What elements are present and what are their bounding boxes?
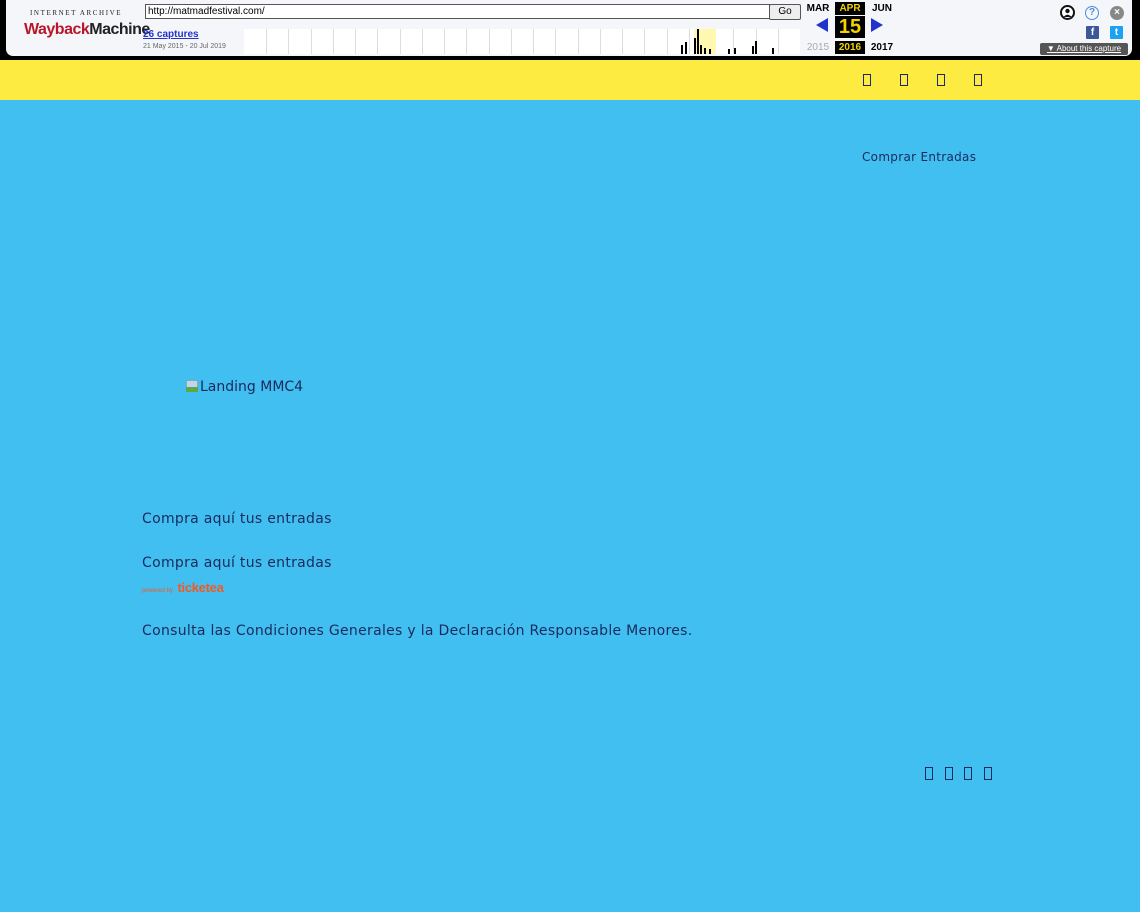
- sparkline-capture-tick: [755, 41, 757, 54]
- sparkline-month-divider: [511, 29, 512, 54]
- sparkline-month-divider: [311, 29, 312, 54]
- sparkline-month-divider: [377, 29, 378, 54]
- sparkline-month-divider: [489, 29, 490, 54]
- social-icon-1[interactable]: [863, 74, 871, 86]
- sparkline-capture-tick: [704, 48, 706, 54]
- wayback-logo-wordmark: [24, 19, 150, 41]
- close-icon[interactable]: ×: [1110, 6, 1124, 20]
- sparkline-month-divider: [778, 29, 779, 54]
- footer-social-icon-1[interactable]: [925, 767, 933, 780]
- sparkline-capture-tick: [681, 45, 683, 54]
- sparkline-month-divider: [333, 29, 334, 54]
- wayback-logo[interactable]: [24, 9, 150, 45]
- wayback-current-day: 15: [835, 16, 865, 38]
- wayback-url-input[interactable]: http://matmadfestival.com/: [145, 4, 770, 19]
- footer-social-icon-4[interactable]: [984, 767, 992, 780]
- sparkline-capture-tick: [728, 49, 730, 54]
- wayback-current-month: APR: [835, 2, 865, 15]
- sparkline-month-divider: [533, 29, 534, 54]
- twitter-share-icon[interactable]: t: [1110, 26, 1123, 39]
- sparkline-capture-tick: [772, 48, 774, 54]
- footer-social-icon-2[interactable]: [945, 767, 953, 780]
- user-account-icon[interactable]: [1060, 5, 1075, 20]
- wayback-logo-wayback: Wayback: [24, 21, 90, 38]
- wayback-prev-capture-arrow-icon[interactable]: [816, 18, 828, 32]
- wayback-prev-month[interactable]: MAR: [806, 3, 830, 14]
- wayback-next-capture-arrow-icon[interactable]: [871, 18, 883, 32]
- sparkline-capture-tick: [709, 49, 711, 54]
- ticketea-logo: ticketea: [177, 580, 224, 595]
- sparkline-month-divider: [689, 29, 690, 54]
- broken-image-icon: [186, 380, 198, 394]
- sparkline-month-divider: [266, 29, 267, 54]
- buy-tickets-cta-1[interactable]: Compra aquí tus entradas: [142, 511, 332, 527]
- wayback-toolbar: [0, 0, 1140, 60]
- sparkline-month-divider: [288, 29, 289, 54]
- sparkline-month-divider: [622, 29, 623, 54]
- buy-tickets-link[interactable]: Comprar Entradas: [862, 150, 977, 164]
- about-this-capture-button[interactable]: ▼ About this capture: [1040, 43, 1128, 55]
- wayback-next-month[interactable]: JUN: [871, 3, 892, 14]
- sparkline-month-divider: [444, 29, 445, 54]
- sparkline-capture-tick: [694, 38, 696, 54]
- sparkline-month-divider: [578, 29, 579, 54]
- wayback-next-year[interactable]: 2017: [870, 42, 894, 53]
- powered-by-ticketea[interactable]: [142, 579, 224, 597]
- landing-image-broken: [186, 379, 303, 395]
- footer-social-icon-3[interactable]: [964, 767, 972, 780]
- landing-image-alt-text: Landing MMC4: [200, 379, 304, 395]
- sparkline-month-divider: [667, 29, 668, 54]
- facebook-share-icon[interactable]: f: [1086, 26, 1099, 39]
- wayback-go-button[interactable]: Go: [769, 4, 801, 20]
- social-icon-2[interactable]: [900, 74, 908, 86]
- wayback-logo-machine: Machine: [89, 21, 150, 38]
- wayback-current-year: 2016: [835, 41, 865, 54]
- site-top-bar: [0, 60, 1140, 100]
- sparkline-month-divider: [400, 29, 401, 54]
- sparkline-month-divider: [555, 29, 556, 54]
- wayback-date-range: 21 May 2015 - 20 Jul 2019: [143, 43, 226, 50]
- sparkline-capture-tick: [752, 46, 754, 54]
- sparkline-month-divider: [600, 29, 601, 54]
- user-silhouette-icon: [1062, 7, 1073, 18]
- about-this-capture-label: About this capture: [1056, 44, 1122, 53]
- sparkline-capture-tick: [697, 29, 699, 54]
- sparkline-month-divider: [355, 29, 356, 54]
- wayback-prev-year[interactable]: 2015: [806, 42, 830, 53]
- sparkline-month-divider: [422, 29, 423, 54]
- buy-tickets-cta-2[interactable]: Compra aquí tus entradas: [142, 555, 332, 571]
- wayback-captures-link[interactable]: 26 captures: [143, 29, 199, 40]
- wayback-capture-sparkline[interactable]: [244, 29, 800, 54]
- powered-by-label: powered by: [142, 588, 174, 594]
- wayback-toolbar-panel: [6, 0, 1132, 56]
- help-icon[interactable]: ?: [1085, 6, 1099, 20]
- social-icon-3[interactable]: [937, 74, 945, 86]
- sparkline-capture-tick: [700, 45, 702, 54]
- sparkline-capture-tick: [734, 48, 736, 54]
- sparkline-capture-tick: [685, 42, 687, 54]
- sparkline-month-divider: [644, 29, 645, 54]
- conditions-link[interactable]: Consulta las Condiciones Generales y la Declaración Responsable Menores.: [142, 623, 693, 639]
- social-icon-4[interactable]: [974, 74, 982, 86]
- wayback-logo-top: INTERNET ARCHIVE: [30, 9, 123, 17]
- sparkline-month-divider: [466, 29, 467, 54]
